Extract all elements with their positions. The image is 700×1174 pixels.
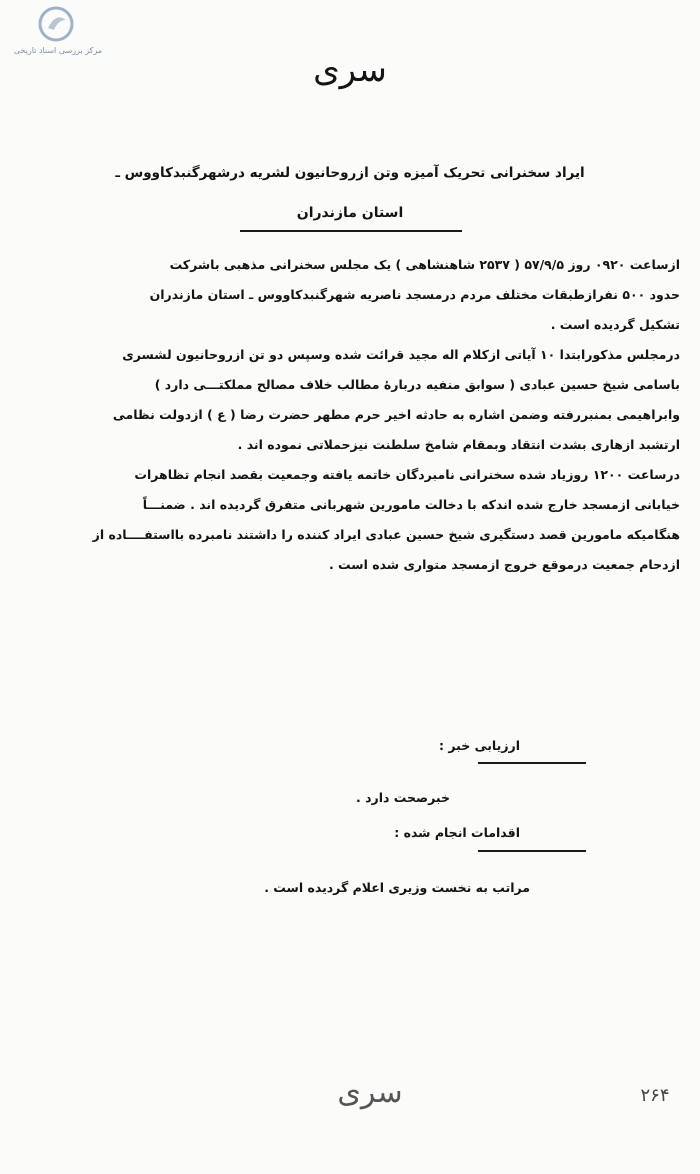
body-line: هنگامیکه مامورین قصد دستگیری شیخ حسین عبادی ایراد کننده را داشتند نامبرده بااستفــــاده از bbox=[92, 527, 680, 542]
subject-line: ایراد سخنرانی تحریک آمیزه وتن ازروحانیون لشریه درشهرگنبدکاووس ـ bbox=[115, 165, 585, 181]
body-line: ازساعت ۰۹۲۰ روز ۵۷/۹/۵ ( ۲۵۳۷ شاهنشاهی ) یک مجلس سخنرانی مذهبی باشرکت bbox=[169, 257, 680, 272]
classification-bottom: سری bbox=[337, 1075, 403, 1110]
evaluation-label: ارزیابی خبر : bbox=[439, 738, 520, 753]
evaluation-underline bbox=[478, 762, 586, 764]
actions-label: اقدامات انجام شده : bbox=[394, 825, 520, 840]
page-number: ۲۶۴ bbox=[640, 1085, 670, 1106]
province-line: استان مازندران bbox=[296, 205, 404, 221]
archive-logo-text: مرکز بررسی اسناد تاریخی bbox=[13, 46, 103, 55]
body-line: تشکیل گردیده است . bbox=[550, 317, 680, 332]
body-line: باسامی شیخ حسین عبادی ( سوابق منفیه دربارهٔ مطالب خلاف مصالح مملکتـــی دارد ) bbox=[154, 377, 680, 392]
actions-value: مراتب به نخست وزیری اعلام گردیده است . bbox=[264, 880, 530, 895]
body-line: درساعت ۱۲۰۰ روزیاد شده سخنرانی نامبردگان خاتمه یافته وجمعیت بقصد انجام تظاهرات bbox=[134, 467, 680, 482]
body-line: خیابانی ازمسجد خارج شده اندکه با دخالت مامورین شهربانی متفرق گردیده اند . ضمنـــاً bbox=[142, 497, 680, 512]
classification-top: سری bbox=[313, 50, 387, 90]
body-line: حدود ۵۰۰ نفرازطبقات مختلف مردم درمسجد ناصریه شهرگنبدکاووس ـ استان مازندران bbox=[149, 287, 680, 302]
archive-logo bbox=[8, 6, 108, 58]
body-line: ازدحام جمعیت درموقع خروج ازمسجد متواری شده است . bbox=[328, 557, 680, 572]
subject-underline bbox=[240, 230, 462, 232]
body-line: وابراهیمی بمنبررفته وضمن اشاره به حادثه اخیر حرم مطهر حضرت رضا ( ع ) ازدولت نظامی bbox=[112, 407, 680, 422]
body-line: ارتشبد ازهاری بشدت انتقاد وبمقام شامخ سلطنت نیزحملاتی نموده اند . bbox=[237, 437, 680, 452]
archive-emblem-icon bbox=[38, 6, 74, 42]
evaluation-value: خبرصحت دارد . bbox=[356, 790, 450, 805]
actions-underline bbox=[478, 850, 586, 852]
report-body bbox=[60, 250, 680, 580]
body-line: درمجلس مذکورابتدا ۱۰ آیاتی ازکلام اله مجید قرائت شده وسپس دو تن ازروحانیون لشسری bbox=[122, 347, 680, 362]
